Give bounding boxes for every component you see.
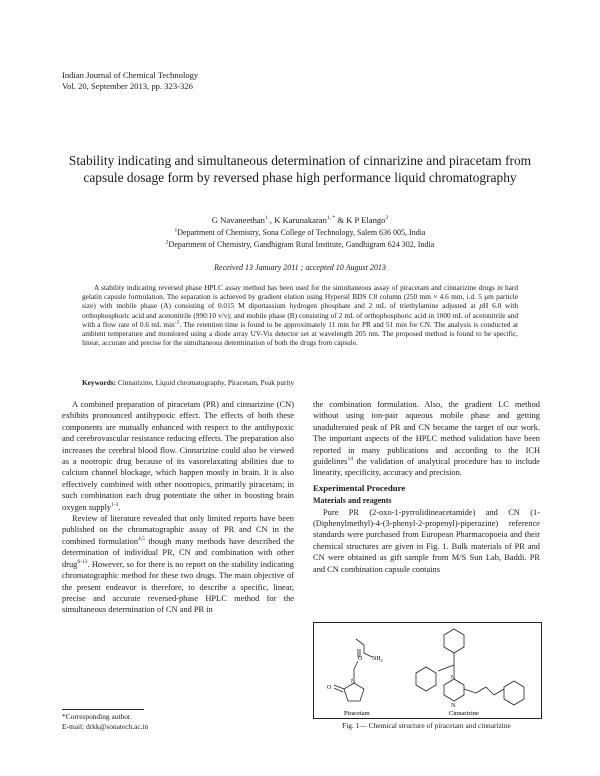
subsection-heading: Materials and reagents bbox=[313, 496, 392, 506]
right-column bbox=[313, 399, 540, 575]
cinnarizine-label: Cinnarizine bbox=[449, 710, 479, 717]
author-line: G Navaneethan$^1$ , K Karunakaran$^{1, *}$ & K P Elango$^2$ bbox=[211, 215, 389, 225]
affiliation-2: $^2$Department of Chemistry, Gandhigram Rural Institute, Gandhigram 624 302, India bbox=[165, 239, 435, 249]
cinnarizine-structure bbox=[416, 629, 524, 705]
corresponding-author: *Corresponding author. bbox=[62, 712, 132, 721]
keywords-label: Keywords: bbox=[82, 378, 117, 387]
materials-paragraph: Pure PR (2-oxo-1-pyrrolidineacetamide) and CN (1-(Diphenylmethyl)-4-(3-phenyl-2-propenyl)-piperazine) reference standards were purchased from European Pharmacopoeia and their chemical structures are given in Fig. 1. Bulk materials of PR and CN were obtained as gift sample from M/S Sun Lab, Baddi. PR and CN combination capsule contains bbox=[313, 507, 540, 574]
intro-paragraph-1: A combined preparation of piracetam (PR) and cinnarizine (CN) exhibits pronounced antihypoxic effect. The effects of both these components are mutually enhanced with respect to the antihypoxic and cerebrovascular resistance reducing effects. The preparation also increases the cerebral blood flow. Cinnarizine could also be viewed as a nootropic drug because of its vasorelaxating abilities due to calcium channel blockage, which happen mostly in brain. It is also effectively combined with other nootropics, primarily piracetam; in such combination each drug potentiate the other in boosting brain oxygen supply$^{1-3}$. bbox=[62, 400, 294, 512]
n-label-1: N bbox=[351, 679, 356, 685]
footnote bbox=[62, 712, 148, 731]
n-label-2: N bbox=[451, 675, 456, 681]
journal-name: Indian Journal of Chemical Technology bbox=[62, 70, 199, 80]
author-email: E-mail: drkk@sonatech.ac.in bbox=[62, 721, 149, 731]
paper-title: Stability indicating and simultaneous determination of cinnarizine and piracetam from capsule dosage form by reversed phase high performance liquid chromatography bbox=[68, 153, 532, 185]
journal-header bbox=[62, 70, 198, 92]
left-column bbox=[62, 399, 294, 616]
author-1: G Navaneethan bbox=[211, 215, 265, 225]
n-label-3: N bbox=[451, 703, 456, 709]
author-2: K Karunakaran bbox=[274, 215, 327, 225]
received-dates: Received 13 January 2011 ; accepted 10 August 2013 bbox=[214, 263, 386, 272]
nh2-label: $NH_2$ bbox=[372, 656, 383, 663]
keywords: Keywords: Cinnarizine, Liquid chromatography, Piracetam, Peak purity bbox=[82, 378, 295, 387]
section-heading: Experimental Procedure bbox=[313, 482, 406, 493]
figure-1-structures bbox=[313, 622, 542, 719]
figure-caption: Fig. 1— Chemical structure of piracetam and cinnarizine bbox=[342, 721, 511, 730]
o-label-2: O bbox=[327, 685, 332, 691]
piracetam-label: Piracetam bbox=[344, 710, 370, 717]
abstract: A stability indicating reversed phase HPLC assay method has been used for the simultaneous assay of piracetam and cinnarizine drugs in hard gelatin capsule formulation. The separation is achieved by gradient elution using Hypersil BDS C8 column (250 mm × 4.6 mm, i.d. 5 μm particle size) with mobile phase (A) consisting of 0.015 M dipottassium hydrogen phosphate and 2 mL of triethylamine adjusted at pH 6.0 with orthophosphoric acid and acetonitrile (990:10 v/v); and mobile phase (B) consisting of 2 mL of orthophosphoric acid in 1000 mL of acetonitrile and with a flow rate of 0.6 mL $\min^{-1}$. The retention time is found to be approximately 11 min for PR and 51 min for CN. The analysis is conducted at ambient temperature and monitored using a diode array UV-Vis detector set at wavelength 205 nm. The proposed method is found to be specific, linear, accurate and precise for the simultaneous determination of both the drugs from capsule. bbox=[82, 283, 518, 348]
affiliation-1: $^1$Department of Chemistry, Sona College of Technology, Salem 636 005, India bbox=[174, 227, 426, 237]
piracetam-structure bbox=[334, 639, 372, 701]
author-3: K P Elango bbox=[346, 215, 386, 225]
journal-issue: Vol. 20, September 2013, pp. 323-326 bbox=[62, 81, 193, 91]
o-label-1: O bbox=[358, 656, 363, 662]
intro-paragraph-3: the combination formulation. Also, the gradient LC method without using ion-pair aqueous mobile phase and getting unadulterated peak of PR and CN became the target of our work. The important aspects of the HPLC method validation have been reported in many publications and according to the ICH guidelines$^{14}$ the validation of analytical procedure has to include linearity, specificity, accuracy and precision. bbox=[313, 400, 540, 478]
footnote-rule bbox=[62, 709, 144, 710]
chemical-structure-drawing bbox=[314, 623, 541, 718]
intro-paragraph-2: Review of literature revealed that only limited reports have been published on the chromatographic assay of PR and CN in the combined formulation$^{4,5}$ though many methods have described the determination of individual PR, CN and combination with other drug$^{6-13}$. However, so for there is no report on the stability indicating chromatographic method for these two drugs. The main objective of the present endeavor is therefore, to describe a specific, linear, precise and accurate reversed-phase HPLC method for the simultaneous determination of CN and PR in bbox=[62, 514, 294, 615]
